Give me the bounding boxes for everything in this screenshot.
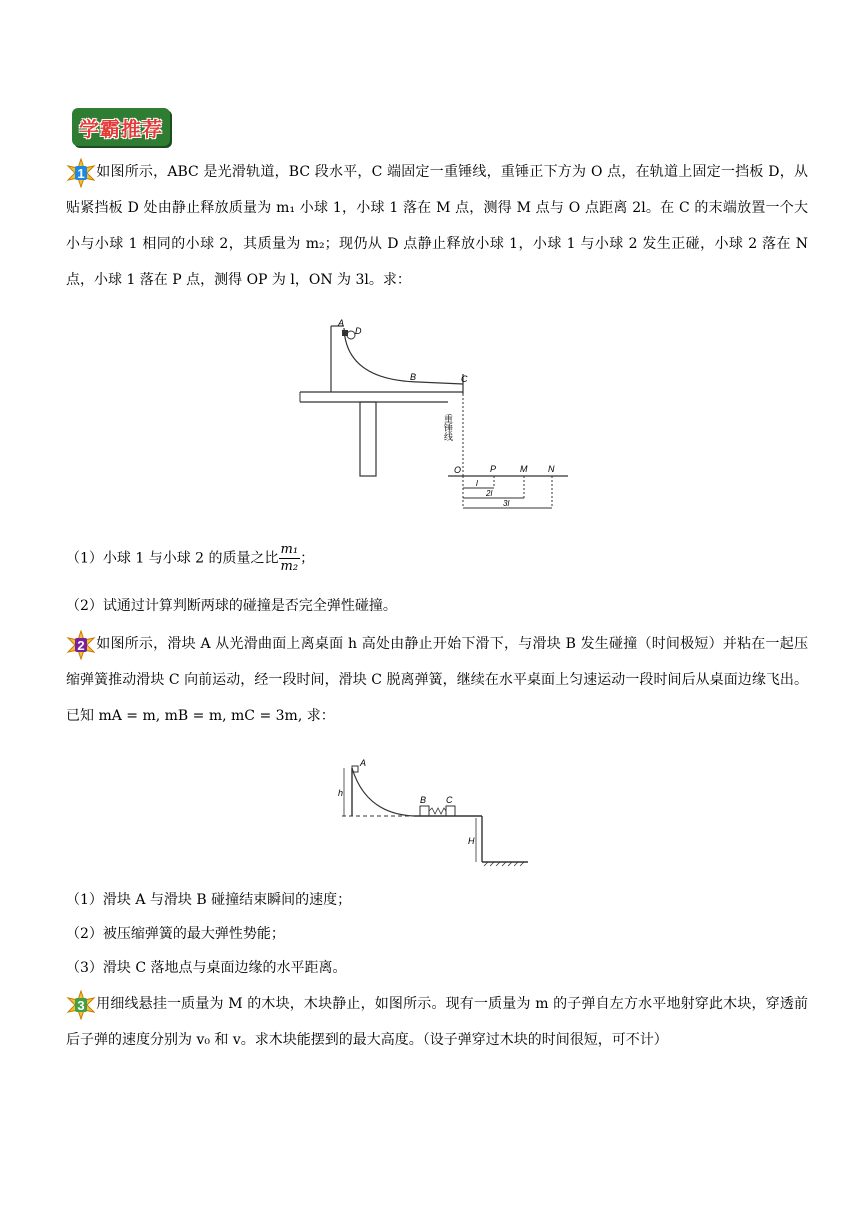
problem-1-figure [298,318,572,514]
problem-1-text: 如图所示，ABC 是光滑轨道，BC 段水平，C 端固定一重锤线，重锤正下方为 O 点，在轨道上固定一挡板 D，从贴紧挡板 D 处由静止释放质量为 m₁ 小球 1，小球 1 落在 M 点，测得 M 点与 O 点距离 2l。在 C 的末端放置一个大小与小球 1 相同的小球 2，其质量为 m₂；现仍从 D 点静止释放小球 1，小球 1 与小球 2 发生正碰，小球 2 落在 N 点，小球 1 落在 P 点，测得 OP 为 l，ON 为 3l。求： [66,164,808,288]
section-badge-title: 学霸推荐 [79,116,163,141]
fig2-label-C: C [446,795,453,805]
fig2-label-h: h [338,788,344,798]
fig1-label-N: N [548,464,555,474]
problem-1-number: 1 [77,166,85,181]
problem-3-number: 3 [77,998,85,1013]
fig2-label-B: B [420,795,427,805]
problem-1-question-2: （2）试通过计算判断两球的碰撞是否完全弹性碰撞。 [66,598,397,614]
fig2-label-A: A [360,758,367,768]
problem-2-text: 如图所示，滑块 A 从光滑曲面上离桌面 h 高处由静止开始下滑下，与滑块 B 发生碰撞（时间极短）并粘在一起压缩弹簧推动滑块 C 向前运动，经一段时间，滑块 C 脱离弹簧，继续在水平桌面上匀速运动一段时间后从桌面边缘飞出。已知 mA = m, mB = m, mC = 3m, 求： [66,636,808,724]
fig1-label-plumb: 重锤线 [443,414,453,441]
fig1-label-l: l [476,479,478,488]
problem-3-text: 用细线悬挂一质量为 M 的木块，木块静止，如图所示。现有一质量为 m 的子弹自左方水平地射穿此木块，穿透前后子弹的速度分别为 v₀ 和 v。求木块能摆到的最大高度。（设子弹穿过木块的时间很短，可不计） [66,996,808,1048]
fig1-label-B: B [410,372,417,382]
fig1-label-O: O [454,465,462,475]
fig1-label-2l: 2l [486,489,493,498]
problem-2-question-3: （3）滑块 C 落地点与桌面边缘的水平距离。 [66,960,347,976]
section-badge [72,108,170,146]
problem-2-question-1: （1）滑块 A 与滑块 B 碰撞结束瞬间的速度； [66,892,352,908]
fig1-label-A: A [338,318,345,328]
problem-2-question-2: （2）被压缩弹簧的最大弹性势能； [66,926,285,942]
problem-1-question-1: （1）小球 1 与小球 2 的质量之比 $\frac{\text{m₁}}{\text{m₂}}$ ； [66,542,315,574]
fig1-label-M: M [520,464,528,474]
problem-2-number: 2 [77,638,85,653]
fig1-label-D: D [355,326,362,336]
fig1-label-C: C [461,374,468,384]
fig1-label-3l: 3l [503,499,510,508]
mass-ratio-fraction: $\frac{\text{m₁}}{\text{m₂}}$ [280,542,299,574]
fig2-label-H: H [468,836,475,846]
fig1-label-P: P [490,464,497,474]
problem-2-figure [336,756,532,868]
